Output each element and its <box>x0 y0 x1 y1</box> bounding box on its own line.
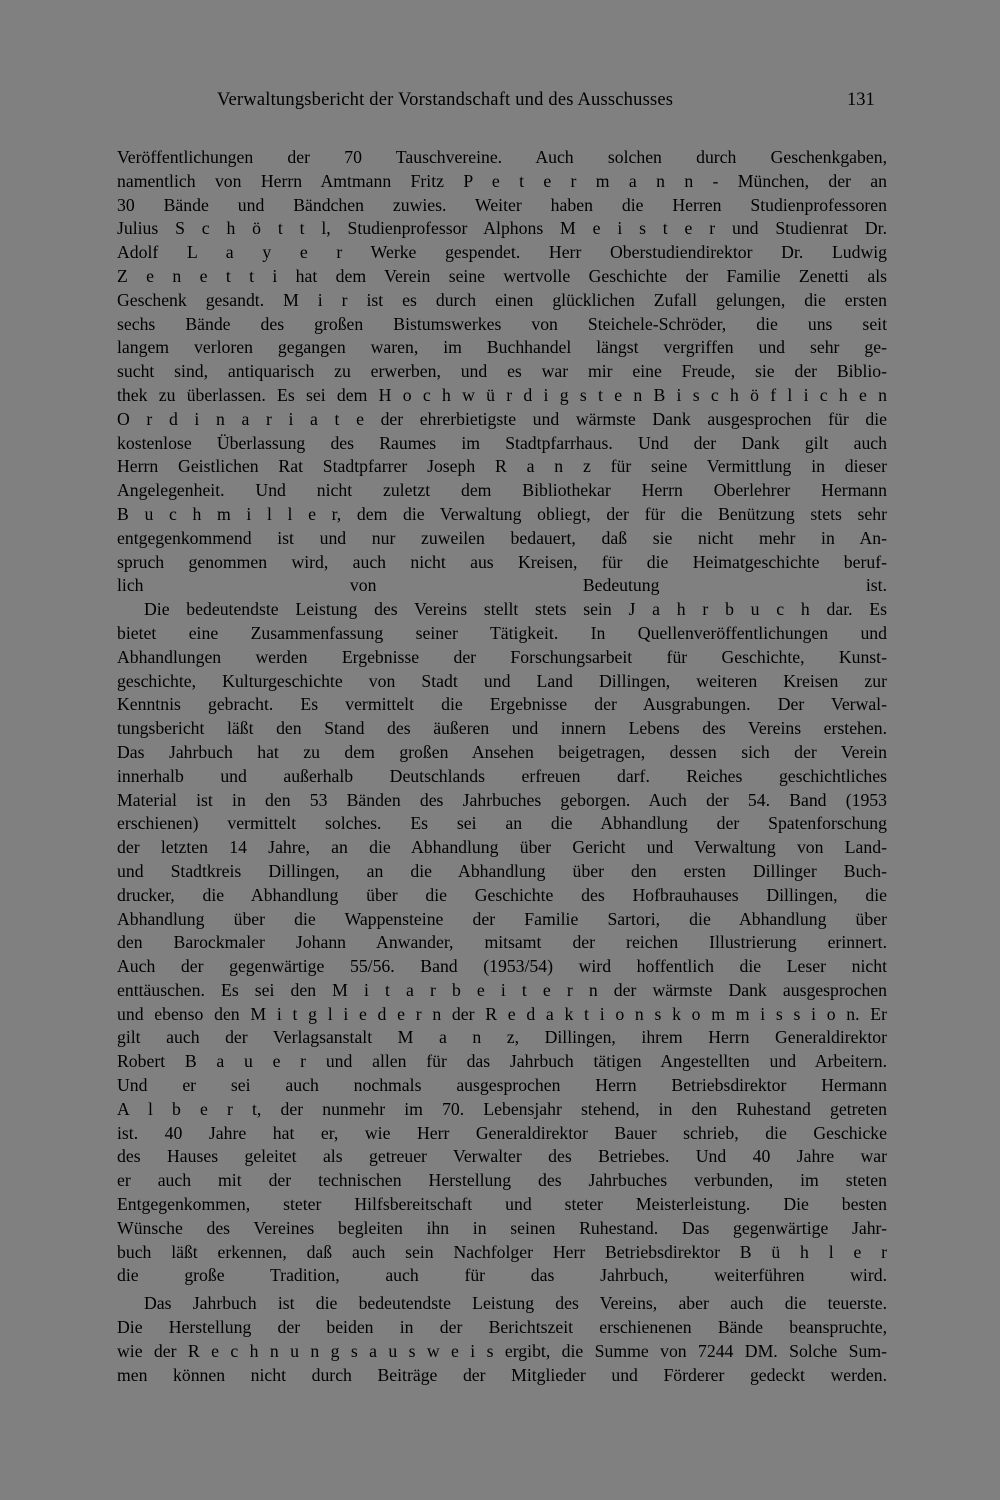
text-line: Die Herstellung der beiden in der Berichtszeit erschienenen Bände beanspruchte, <box>117 1317 887 1338</box>
text-line: sechs Bände des großen Bistumswerkes von Steichele-Schröder, die uns seit <box>117 313 887 334</box>
text-line: Entgegenkommen, steter Hilfsbereitschaft und steter Meisterleistung. Die besten <box>117 1194 887 1215</box>
text-line: Veröffentlichungen der 70 Tauschvereine. Auch solchen durch Geschenkgaben, <box>117 147 887 167</box>
text-line: O r d i n a r i a t e der ehrerbietigste und wärmste Dank ausgesprochen für die <box>117 408 887 429</box>
text-line: bietet eine Zusammenfassung seiner Tätigkeit. In Quellenveröffentlichungen und <box>117 622 887 643</box>
paragraph-1 <box>117 146 887 598</box>
text-line: Robert B a u e r und allen für das Jahrbuch tätigen Angestellten und Arbeitern. <box>117 1051 887 1072</box>
text-line: drucker, die Abhandlung über die Geschichte des Hofbrauhauses Dillingen, die <box>117 884 887 905</box>
text-line: Adolf L a y e r Werke gespendet. Herr Oberstudiendirektor Dr. Ludwig <box>117 242 887 263</box>
text-line: B u c h m i l l e r, dem die Verwaltung obliegt, der für die Benützung stets sehr <box>117 503 887 524</box>
text-line: namentlich von Herrn Amtmann Fritz P e t e r m a n n - München, der an <box>117 170 887 191</box>
text-line: Wünsche des Vereines begleiten ihn in seinen Ruhestand. Das gegenwärtige Jahr- <box>117 1217 887 1238</box>
text-line: den Barockmaler Johann Anwander, mitsamt der reichen Illustrierung erinnert. <box>117 932 887 953</box>
text-line: ist. 40 Jahre hat er, wie Herr Generaldirektor Bauer schrieb, die Geschicke <box>117 1122 887 1143</box>
text-line: Das Jahrbuch ist die bedeutendste Leistung des Vereins, aber auch die teuerste. <box>144 1293 887 1314</box>
text-line: kostenlose Überlassung des Raumes im Stadtpfarrhaus. Und der Dank gilt auch <box>117 432 887 453</box>
text-line: buch läßt erkennen, daß auch sein Nachfolger Herr Betriebsdirektor B ü h l e r <box>117 1241 887 1262</box>
text-line: geschichte, Kulturgeschichte von Stadt und Land Dillingen, weiteren Kreisen zur <box>117 670 887 691</box>
text-line: enttäuschen. Es sei den M i t a r b e i t e r n der wärmste Dank ausgesprochen <box>117 979 887 1000</box>
text-line: langem verloren gegangen waren, im Buchhandel längst vergriffen und sehr ge- <box>117 337 887 358</box>
text-line: Material ist in den 53 Bänden des Jahrbuches geborgen. Auch der 54. Band (1953 <box>117 789 887 810</box>
running-head: Verwaltungsbericht der Vorstandschaft und des Ausschusses <box>217 90 674 110</box>
text-line: erschienen) vermittelt solches. Es sei an die Abhandlung der Spatenforschung <box>117 813 887 834</box>
body-text <box>117 146 887 1387</box>
text-line: spruch genommen wird, auch nicht aus Kreisen, für die Heimatgeschichte beruf- <box>117 551 887 572</box>
text-line: Z e n e t t i hat dem Verein seine wertvolle Geschichte der Familie Zenetti als <box>117 265 887 286</box>
page-number: 131 <box>847 90 875 110</box>
text-line: 30 Bände und Bändchen zuwies. Weiter haben die Herren Studienprofessoren <box>117 194 887 215</box>
text-line: tungsbericht läßt den Stand des äußeren und innern Lebens des Vereins erstehen. <box>117 718 887 739</box>
text-line: und Stadtkreis Dillingen, an die Abhandlung über den ersten Dillinger Buch- <box>117 860 887 881</box>
paragraph-2 <box>117 598 887 1288</box>
text-line: des Hauses geleitet als getreuer Verwalter des Betriebes. Und 40 Jahre war <box>117 1146 887 1167</box>
text-line: lich von Bedeutung ist. <box>117 575 887 596</box>
text-line: er auch mit der technischen Herstellung des Jahrbuches verbunden, im steten <box>117 1170 887 1191</box>
text-line: die große Tradition, auch für das Jahrbuch, weiterführen wird. <box>117 1265 887 1286</box>
text-line: Kenntnis gebracht. Es vermittelt die Ergebnisse der Ausgrabungen. Der Verwal- <box>117 694 887 715</box>
text-line: A l b e r t, der nunmehr im 70. Lebensjahr stehend, in den Ruhestand getreten <box>117 1098 887 1119</box>
text-line: entgegenkommend ist und nur zuweilen bedauert, daß sie nicht mehr in An- <box>117 527 887 548</box>
text-line: wie der R e c h n u n g s a u s w e i s ergibt, die Summe von 7244 DM. Solche Sum- <box>117 1340 887 1361</box>
text-line: innerhalb und außerhalb Deutschlands erfreuen darf. Reiches geschichtliches <box>117 765 887 786</box>
text-line: thek zu überlassen. Es sei dem H o c h w ü r d i g s t e n B i s c h ö f l i c h e n <box>117 384 887 405</box>
text-line: und ebenso den M i t g l i e d e r n der R e d a k t i o n s k o m m i s s i o n. Er <box>117 1003 887 1024</box>
text-line: sucht sind, antiquarisch zu erwerben, und es war mir eine Freude, sie der Biblio- <box>117 361 887 382</box>
text-line: Julius S c h ö t t l, Studienprofessor Alphons M e i s t e r und Studienrat Dr. <box>117 218 887 239</box>
text-line: Geschenk gesandt. M i r ist es durch einen glücklichen Zufall gelungen, die ersten <box>117 289 887 310</box>
text-line: gilt auch der Verlagsanstalt M a n z, Dillingen, ihrem Herrn Generaldirektor <box>117 1027 887 1048</box>
text-line: Die bedeutendste Leistung des Vereins stellt stets sein J a h r b u c h dar. Es <box>144 599 887 620</box>
text-line: men können nicht durch Beiträge der Mitglieder und Förderer gedeckt werden. <box>117 1364 887 1385</box>
text-line: Angelegenheit. Und nicht zuletzt dem Bibliothekar Herrn Oberlehrer Hermann <box>117 480 887 501</box>
text-line: Abhandlungen werden Ergebnisse der Forschungsarbeit für Geschichte, Kunst- <box>117 646 887 667</box>
paragraph-3 <box>117 1292 887 1387</box>
text-line: Herrn Geistlichen Rat Stadtpfarrer Joseph R a n z für seine Vermittlung in dieser <box>117 456 887 477</box>
text-line: Und er sei auch nochmals ausgesprochen Herrn Betriebsdirektor Hermann <box>117 1075 887 1096</box>
text-line: der letzten 14 Jahre, an die Abhandlung über Gericht und Verwaltung von Land- <box>117 837 887 858</box>
text-line: Auch der gegenwärtige 55/56. Band (1953/54) wird hoffentlich die Leser nicht <box>117 956 887 977</box>
text-line: Das Jahrbuch hat zu dem großen Ansehen beigetragen, dessen sich der Verein <box>117 741 887 762</box>
text-line: Abhandlung über die Wappensteine der Familie Sartori, die Abhandlung über <box>117 908 887 929</box>
